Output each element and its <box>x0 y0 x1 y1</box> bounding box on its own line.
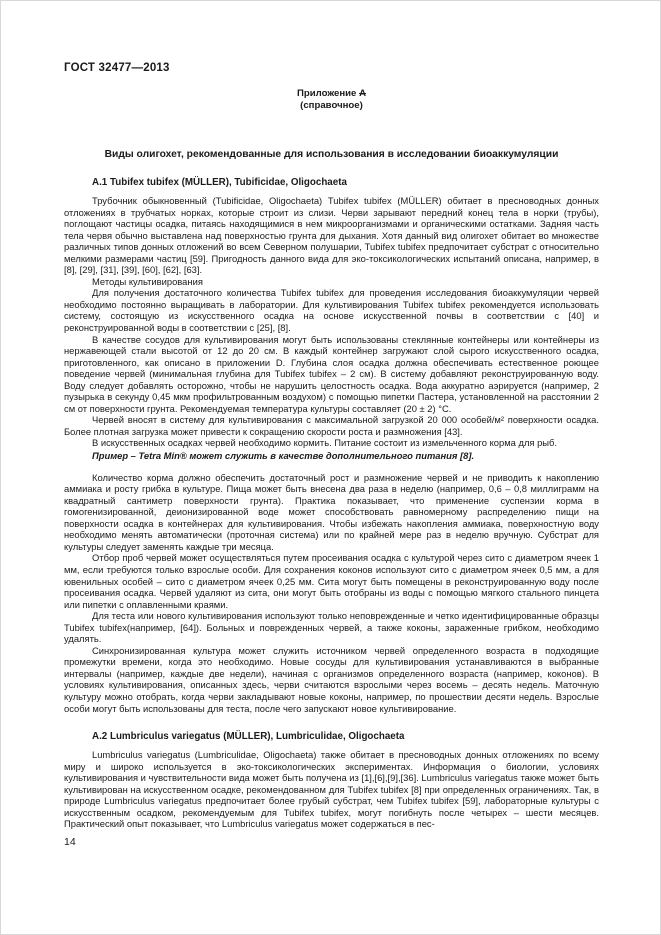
annex-label-letter: А <box>359 88 366 99</box>
annex-label-word: Приложение <box>296 88 357 99</box>
page-number: 14 <box>64 835 76 848</box>
annex-kind: (справочное) <box>300 100 363 111</box>
section-a1-heading: А.1 Tubifex tubifex (MÜLLER), Tubificidae, Oligochaeta <box>92 177 347 188</box>
section-a2-heading: А.2 Lumbriculus variegatus (MÜLLER), Lumbriculidae, Oligochaeta <box>92 731 405 743</box>
paragraph-a1-7: Отбор проб червей может осуществляться путем просеивания осадка с культурой через сито с диаметром ячеек 1 мм, если требуются только взрослые особи. Для сохранения коконов используют сито с диаметром ячеек 0,5 мм, а для ювенильных особей – сито с диаметром ячеек 0,25 мм. Сита могут быть помещены в реконструированную воду после просеивания осадка. Червей удаляют из сита, они могут быть отобраны из воды с помощью мягкого стального пинцета или пипетки с оплавленными краями. <box>64 552 599 610</box>
annex-label <box>64 88 599 100</box>
paragraph-a1-4: Червей вносят в систему для культивирования с максимальной загрузкой 20 000 особей/м² поверхности осадка. Более плотная загрузка может привести к сокращению скорости роста и размножения [43]. <box>64 414 599 437</box>
paragraph-a1-9: Синхронизированная культура может служить источником червей определенного возраста в подходящие промежутки времени, когда это необходимо. Новые сосуды для культивирования устанавливаются в выбранные интервалы (например, каждые две недели), начиная с организмов определенного возраста (например, коконов). В условиях культивирования, описанных здесь, черви считаются взрослыми через восемь – десять недель. Маточную культуру можно отобрать, когда черви закладывают новые коконы, например, по прошествии десяти недель. Взрослые особи могут быть использованы для теста, после чего запускают новое культивирование. <box>64 644 599 714</box>
paragraph-a2-1: Lumbriculus variegatus (Lumbriculidae, Oligochaeta) также обитает в пресноводных донных отложениях по всему миру и широко используется в эко-токсикологических экспериментах. Информация о биологии, условиях культивирования и чувствительности вида может быть получена из [1],[6],[9],[36]. Lumbriculus variegatus также может быть культивирован на искусственном осадке, рекомендованном для Tubifex tubifex [8] при определенных ограничениях. Так, в природе Lumbriculus variegatus предпочитает более грубый субстрат, чем Tubifex tubifex [59], лабораторные культуры с искусственным осадком, рекомендуемым для Tubifex tubifex, могут погибнуть после четырех – шести месяцев. Практический опыт показывает, что Lumbriculus variegatus может содержаться в пес- <box>64 749 599 830</box>
annex-heading <box>64 88 599 112</box>
paragraph-a1-example: Пример – Tetra Min® может служить в качестве дополнительного питания [8]. <box>92 450 475 462</box>
paragraph-a1-3: В качестве сосудов для культивирования могут быть использованы стеклянные контейнеры или контейнеры из нержавеющей стали высотой от 12 до 20 см. В каждый контейнер загружают слой сырого искусственного осадка, приготовленного, как описано в приложении D. Глубина слоя осадка должна обеспечивать естественное роющее поведение червей (минимальная глубина для Tubifex tubifex – 2 см). В систему добавляют реконструированную воду. Воду следует добавлять осторожно, чтобы не нарушить целостность осадка. Вода аккуратно аэрируется (например, 2 пузырька в секунду 0,45 мкм профильтрованным воздухом) с помощью пипетки Пастера, установленной на расстоянии 2 см от поверхности грунта. Рекомендуемая температура культуры составляет (20 ± 2) °С. <box>64 333 599 414</box>
paragraph-a1-methods-label: Методы культивирования <box>92 275 203 287</box>
doc-code-header: ГОСТ 32477—2013 <box>64 62 170 74</box>
paragraph-a1-2: Для получения достаточного количества Tubifex tubifex для проведения исследования биоаккумуляции червей необходимо постоянно выращивать в лаборатории. Для культивирования Tubifex tubifex рекомендуется использовать систему, состоящую из искусственного осадка на основе искусственной почвы в соответствии с [40] и реконструированной воды в соответствии с [25], [8]. <box>64 287 599 334</box>
page-content <box>64 1 599 848</box>
paragraph-a1-8: Для теста или нового культивирования используют только неповрежденные и четко идентифицированные образцы Tubifex tubifex(например, [64]). Больных и поврежденных червей, а также коконы, зараженные грибком, необходимо удалять. <box>64 610 599 645</box>
annex-title: Виды олигохет, рекомендованные для использования в исследовании биоаккумуляции <box>104 149 559 160</box>
paragraph-a1-1: Трубочник обыкновенный (Tubificidae, Oligochaeta) Tubifex tubifex (MÜLLER) обитает в пресноводных донных отложениях в трубчатых норках, которые строит из слизи. Черви зарывают передний конец тела в норки (трубы), поглощают частицы осадка, питаясь находящимися в нем микроорганизмами и органическими остатками. Задняя часть тела червя обычно выставлена над поверхностью грунта для дыхания. Хотя данный вид олигохет обитает во множестве различных типов донных отложений во всем Северном полушарии, Tubifex tubifex предпочитает субстрат с относительно мелкими размерами частиц [59]. Пригодность данного вида для эко-токсикологических испытаний описана, например, в [8], [29], [31], [39], [60], [62], [63]. <box>64 195 599 276</box>
paragraph-a1-6: Количество корма должно обеспечить достаточный рост и размножение червей и не приводить к накоплению аммиака и росту грибка в культуре. Пища может быть внесена два раза в неделю (например, 0,6 – 0,8 миллиграмм на квадратный сантиметр поверхности грунта). Практика показывает, что применение суспензии корма в гомогенизированной, деионизированной воде может способствовать равномерному распределению пищи на поверхности осадка в контейнерах для культивирования. Чтобы избежать накопления аммиака, поверхностную воду необходимо менять автоматически (проточная система) или по крайней мере раз в неделю вручную. Субстрат для культуры следует заменять каждые три месяца. <box>64 471 599 552</box>
paragraph-a1-5: В искусственных осадках червей необходимо кормить. Питание состоит из измельченного корма для рыб. <box>92 437 558 449</box>
